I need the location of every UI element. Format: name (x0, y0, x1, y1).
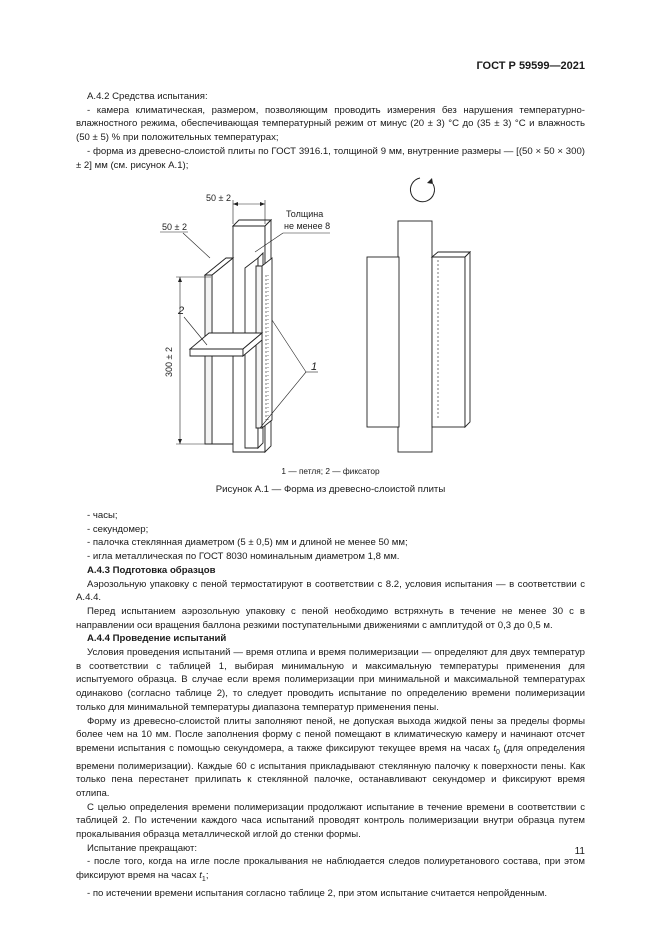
paragraph-part: (для определения времени полимеризации). Каждые 60 с испытания прикладывают стеклянную палочку к поверхности пены. Как только пена перестанет прилипать к стеклянной палочке, останавливают секундомер и фиксируют время отлипа. (76, 742, 585, 799)
figure-legend: 1 — петля; 2 — фиксатор (281, 466, 380, 476)
paragraph: Аэрозольную упаковку с пеной термостатируют в соответствии с 8.2, условия испытания — в соответствии с А.4.4. (76, 578, 585, 604)
thickness-label-1: Толщина (286, 209, 324, 219)
document-code: ГОСТ Р 59599—2021 (476, 60, 585, 72)
list-item: - секундомер; (87, 523, 149, 535)
figure-label-1: 1 (311, 361, 318, 373)
rotation-arrow-icon (410, 178, 434, 202)
subscript: 0 (496, 748, 500, 756)
figure-caption: Рисунок А.1 — Форма из древесно-слоистой плиты (215, 484, 446, 495)
section-a42-list (76, 509, 585, 901)
paragraph (76, 715, 585, 801)
figure-label-2: 2 (178, 305, 185, 317)
section-title: А.4.3 Подготовка образцов (87, 564, 216, 576)
list-item: - игла металлическая по ГОСТ 8030 номинальным диаметром 1,8 мм. (87, 551, 400, 563)
paragraph-part: ; (205, 870, 209, 882)
paragraph: Перед испытанием аэрозольную упаковку с пеной необходимо встряхнуть в течение не менее 30 с в направлении оси вращения баллона резкими поступательными движениями с амплитудой от 0,3 до 0,5 м. (76, 605, 585, 631)
paragraph-part: Форму из древесно-слоистой плиты заполняют пеной, не допуская выхода жидкой пены за пределы формы более чем на 10 мм. После заполнения форму с пеной помещают в климатическую камеру и начинают отсчет времени испытания с помощью секундомера, а также фиксируют текущее время на часах (76, 715, 585, 754)
dim-top-label: 50 ± 2 (206, 193, 231, 203)
section-title: А.4.2 Средства испытания: (87, 91, 208, 102)
dim-left-label: 50 ± 2 (162, 222, 187, 232)
list-item: - палочка стеклянная диаметром (5 ± 0,5) мм и длиной не менее 50 мм; (87, 537, 408, 549)
variable: t (199, 870, 202, 882)
list-item: - форма из древесно-слоистой плиты по ГОСТ 3916.1, толщиной 9 мм, внутренние размеры — [(50 × 50 × 300) ± 2] мм (см. рисунок А.1); (76, 145, 585, 171)
list-item: - камера климатическая, размером, позволяющим проводить измерения без нарушения температурно-влажностного режима, обеспечивающая температурный режим от минус (20 ± 3) °С до (35 ± 3) °С и влажность (50 ± 5) % при положительных температурах; (76, 104, 585, 144)
list-item: - по истечении времени испытания согласно таблице 2, при этом испытание считается непройденным. (87, 887, 548, 899)
dim-height-label: 300 ± 2 (164, 347, 174, 377)
paragraph: Испытание прекращают: (87, 842, 198, 854)
variable: t (493, 742, 497, 754)
page-number: 11 (574, 846, 585, 857)
paragraph: С целью определения времени полимеризации продолжают испытание в течение времени в соответствии с таблицей 2. По истечении каждого часа испытаний проводят контроль полимеризации внутри образца путем прокалывания образца металлической иглой до стенки формы. (76, 801, 585, 841)
section-title: А.4.4 Проведение испытаний (87, 633, 227, 645)
subscript: 1 (201, 876, 206, 884)
thickness-label-2: не менее 8 (284, 221, 331, 231)
paragraph-part: - после того, когда на игле после прокалывания не наблюдается следов полиуретанового состава, при этом фиксируют время на часах (76, 856, 585, 882)
paragraph: Условия проведения испытаний — время отлипа и время полимеризации — определяют для двух температур в соответствии с таблицей 1, выбирая минимальную и максимальную температуры применения для испытуемого образца. В случае если время полимеризации при минимальной и максимальной температурах одинаково (согласно таблице 2), то следует проводить испытание по определению времени полимеризации только для минимальной температуры диапазона температур применения пены. (76, 647, 585, 713)
list-item (76, 855, 585, 886)
list-item: - часы; (87, 510, 118, 521)
